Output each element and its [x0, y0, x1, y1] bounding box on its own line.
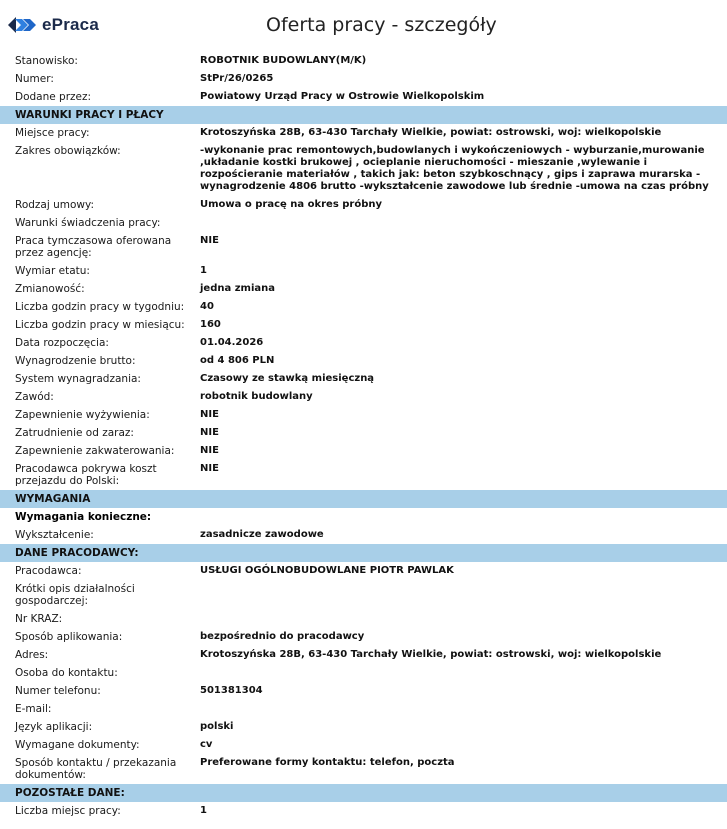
field-value: Krotoszyńska 28B, 63-430 Tarchały Wielkie, powiat: ostrowski, woj: wielkopolskie [200, 127, 662, 138]
field-label: Krótki opis działalności gospodarczej: [15, 583, 135, 607]
field-value [200, 583, 712, 607]
field-label: Rodzaj umowy: [15, 199, 94, 211]
field-label: Zakres obowiązków: [15, 145, 121, 157]
field-label: E-mail: [15, 703, 52, 715]
warunki-row [0, 388, 727, 406]
top-row [0, 88, 727, 106]
pozostale-rows [0, 802, 727, 820]
top-row [0, 70, 727, 88]
field-label: Pracodawca: [15, 565, 82, 577]
section-warunki: WARUNKI PRACY I PŁACY [0, 106, 727, 124]
field-value: 1 [200, 805, 207, 816]
field-value: 1 [200, 265, 207, 276]
page-title: Oferta pracy - szczegóły [266, 14, 497, 36]
field-label: Adres: [15, 649, 49, 661]
field-value: NIE [200, 409, 219, 420]
field-value: 01.04.2026 [200, 337, 264, 348]
field-value: bezpośrednio do pracodawcy [200, 631, 365, 642]
field-label: Miejsce pracy: [15, 127, 90, 139]
warunki-row [0, 424, 727, 442]
field-label: Osoba do kontaktu: [15, 667, 118, 679]
warunki-row [0, 316, 727, 334]
wymagania-subhead: Wymagania konieczne: [15, 511, 152, 523]
field-value: USŁUGI OGÓLNOBUDOWLANE PIOTR PAWLAK [200, 565, 454, 576]
section-pracodawca: DANE PRACODAWCY: [0, 544, 727, 562]
field-label: Stanowisko: [15, 55, 78, 67]
field-value: od 4 806 PLN [200, 355, 275, 366]
field-label: Sposób kontaktu / przekazania dokumentów: [15, 757, 177, 781]
field-label: Nr KRAZ: [15, 613, 63, 625]
field-value: polski [200, 721, 234, 732]
field-value: 501381304 [200, 685, 263, 696]
pracodawca-row [0, 580, 727, 610]
section-pozostale: POZOSTAŁE DANE: [0, 784, 727, 802]
field-label: Wymagane dokumenty: [15, 739, 140, 751]
epraca-logo-icon [8, 15, 38, 35]
pracodawca-row [0, 610, 727, 628]
pracodawca-row [0, 664, 727, 682]
pracodawca-row [0, 736, 727, 754]
field-label: Warunki świadczenia pracy: [15, 217, 161, 229]
field-label: Numer: [15, 73, 54, 85]
warunki-row [0, 280, 727, 298]
top-row [0, 52, 727, 70]
warunki-row [0, 406, 727, 424]
field-label: Praca tymczasowa oferowana przez agencję: [15, 235, 172, 259]
field-label: System wynagradzania: [15, 373, 141, 385]
pracodawca-row [0, 718, 727, 736]
warunki-row [0, 124, 727, 142]
pracodawca-row [0, 682, 727, 700]
field-label: Zawód: [15, 391, 54, 403]
field-value [200, 667, 712, 679]
field-value: -wykonanie prac remontowych,budowlanych i wykończeniowych - wyburzanie,murowanie ,układanie kostki brukowej , ocieplanie nieruchomości - mieszanie ,wylewanie i rozpościeranie materiałów , takich jak: beton szybkosch​nący , gips i zaprawa murarska -wynagrodzenie 4806 brutto -wykształcenie zawodowe lub średnie -umowa na czas próbny [200, 145, 709, 192]
field-value: zasadnicze zawodowe [200, 529, 324, 540]
pracodawca-row [0, 754, 727, 784]
pracodawca-row [0, 700, 727, 718]
field-label: Liczba miejsc pracy: [15, 805, 121, 817]
pracodawca-row [0, 646, 727, 664]
warunki-row [0, 142, 727, 196]
field-value: cv [200, 739, 213, 750]
field-label: Wymiar etatu: [15, 265, 90, 277]
field-value: Preferowane formy kontaktu: telefon, poczta [200, 757, 455, 768]
wymagania-row [0, 526, 727, 544]
field-value [200, 217, 712, 229]
field-label: Wykształcenie: [15, 529, 94, 541]
pracodawca-row [0, 562, 727, 580]
field-value: NIE [200, 445, 219, 456]
field-label: Zapewnienie zakwaterowania: [15, 445, 175, 457]
field-label: Zapewnienie wyżywienia: [15, 409, 150, 421]
field-label: Wynagrodzenie brutto: [15, 355, 136, 367]
field-value: 160 [200, 319, 221, 330]
field-value: Czasowy ze stawką miesięczną [200, 373, 375, 384]
field-label: Liczba godzin pracy w miesiącu: [15, 319, 185, 331]
warunki-row [0, 298, 727, 316]
section-wymagania: WYMAGANIA [0, 490, 727, 508]
warunki-row [0, 460, 727, 490]
warunki-row [0, 214, 727, 232]
field-label: Zatrudnienie od zaraz: [15, 427, 134, 439]
field-value: NIE [200, 235, 219, 246]
field-value: StPr/26/0265 [200, 73, 274, 84]
warunki-row [0, 334, 727, 352]
field-label: Dodane przez: [15, 91, 92, 103]
warunki-row [0, 442, 727, 460]
wymagania-rows [0, 526, 727, 544]
field-value: NIE [200, 427, 219, 438]
field-label: Data rozpoczęcia: [15, 337, 109, 349]
warunki-row [0, 196, 727, 214]
field-value: Powiatowy Urząd Pracy w Ostrowie Wielkopolskim [200, 91, 485, 102]
page-header [0, 0, 727, 52]
offer-details [0, 52, 727, 820]
warunki-rows [0, 124, 727, 490]
field-value [200, 613, 712, 625]
field-value: Krotoszyńska 28B, 63-430 Tarchały Wielkie, powiat: ostrowski, woj: wielkopolskie [200, 649, 662, 660]
field-label: Sposób aplikowania: [15, 631, 123, 643]
field-value: 40 [200, 301, 214, 312]
field-value: jedna zmiana [200, 283, 275, 294]
field-value: robotnik budowlany [200, 391, 313, 402]
field-label: Zmianowość: [15, 283, 85, 295]
logo-text: ePraca [42, 15, 99, 34]
field-label: Pracodawca pokrywa koszt przejazdu do Polski: [15, 463, 157, 487]
pracodawca-rows [0, 562, 727, 784]
top-rows [0, 52, 727, 106]
pracodawca-row [0, 628, 727, 646]
pozostale-row [0, 802, 727, 820]
warunki-row [0, 232, 727, 262]
field-value: ROBOTNIK BUDOWLANY(M/K) [200, 55, 367, 66]
warunki-row [0, 262, 727, 280]
field-label: Język aplikacji: [15, 721, 93, 733]
warunki-row [0, 370, 727, 388]
field-label: Liczba godzin pracy w tygodniu: [15, 301, 185, 313]
field-label: Numer telefonu: [15, 685, 101, 697]
warunki-row [0, 352, 727, 370]
epraca-logo[interactable] [8, 15, 99, 35]
field-value: Umowa o pracę na okres próbny [200, 199, 383, 210]
field-value [200, 703, 712, 715]
field-value: NIE [200, 463, 219, 474]
